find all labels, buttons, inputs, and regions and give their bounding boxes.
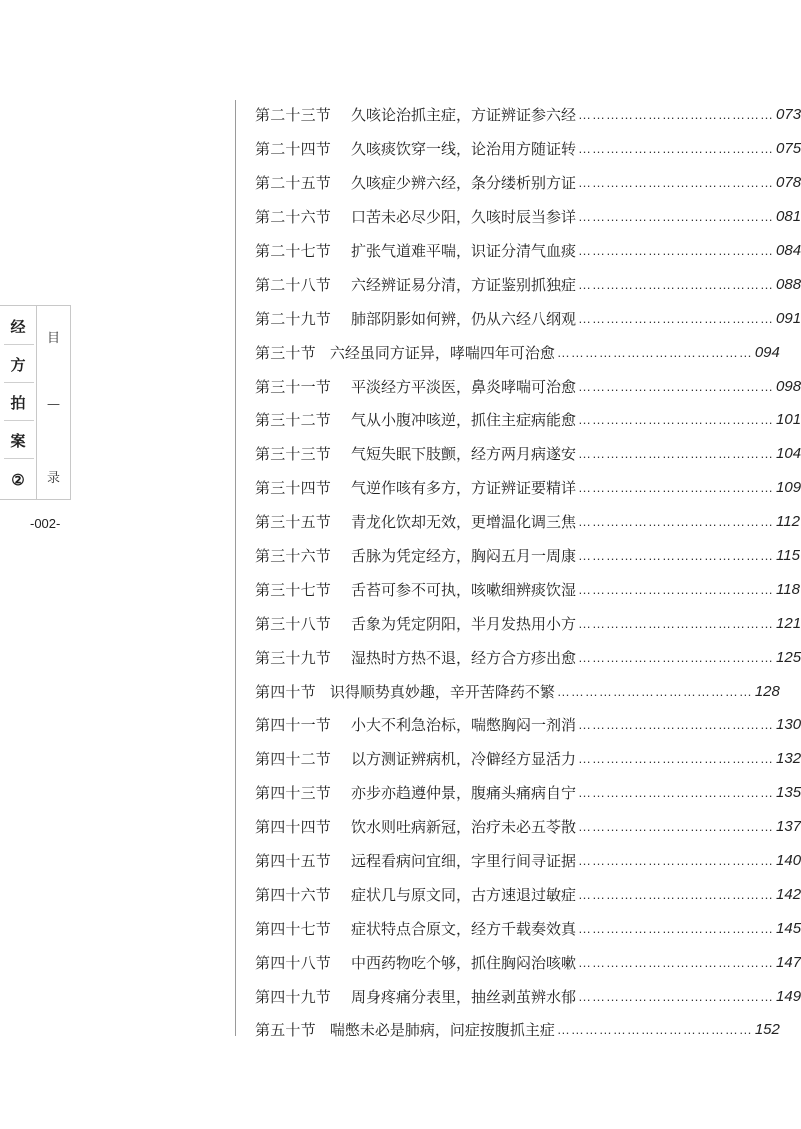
toc-leader-dots: …………………………………… — [578, 446, 775, 462]
toc-entry[interactable] — [255, 979, 801, 1013]
toc-entry-title: 饮水则吐病新冠，治疗未必五苓散 — [351, 818, 577, 837]
divider — [0, 499, 71, 500]
toc-section-number: 第四十三节 — [255, 784, 332, 803]
toc-entry[interactable] — [255, 572, 800, 606]
toc-page-number: 078 — [776, 174, 801, 192]
divider — [70, 305, 71, 499]
toc-leader-dots: …………………………………… — [578, 751, 775, 767]
toc-page-number: 137 — [776, 818, 801, 836]
toc-section-number: 第三十一节 — [255, 377, 332, 396]
toc-page-number: 135 — [776, 784, 801, 802]
toc-section-number: 第三十六节 — [255, 547, 332, 566]
toc-entry-title: 喘憋未必是肺病，问症按腹抓主症 — [329, 1021, 555, 1040]
toc-page-number: 149 — [776, 987, 801, 1005]
toc-entry[interactable] — [255, 267, 801, 301]
toc-entry-title: 久咳痰饮穿一线，论治用方随证转 — [351, 140, 577, 159]
toc-entry[interactable] — [255, 911, 801, 945]
toc-page-number: 142 — [776, 885, 801, 903]
toc-entry[interactable] — [255, 98, 801, 132]
book-title-char: 案 — [10, 432, 26, 450]
toc-entry-title: 久咳论治抓主症，方证辨证参六经 — [351, 106, 577, 125]
toc-section-number: 第四十五节 — [255, 852, 332, 871]
toc-section-number: 第四十九节 — [255, 987, 332, 1006]
toc-section-number: 第四十七节 — [255, 919, 332, 938]
toc-entry[interactable] — [255, 403, 801, 437]
toc-leader-dots: …………………………………… — [578, 581, 775, 597]
toc-section-number: 第三十节 — [255, 343, 316, 362]
toc-page-number: 075 — [776, 140, 801, 158]
toc-entry-title: 六经辨证易分清，方证鉴别抓独症 — [351, 275, 577, 294]
toc-section-number: 第三十八节 — [255, 614, 332, 633]
toc-entry-title: 口苦未必尽少阳，久咳时辰当参详 — [351, 208, 577, 227]
toc-page-number: 094 — [754, 343, 780, 361]
toc-entry-title: 症状特点合原文，经方千载奏效真 — [351, 919, 577, 938]
toc-entry[interactable] — [255, 1013, 780, 1047]
toc-entry[interactable] — [255, 877, 801, 911]
toc-page-number: 147 — [776, 953, 801, 971]
toc-entry[interactable] — [255, 369, 801, 403]
toc-leader-dots: …………………………………… — [578, 378, 775, 394]
toc-section-number: 第三十五节 — [255, 513, 332, 532]
toc-leader-dots: …………………………………… — [556, 1022, 753, 1038]
toc-section-number: 第二十八节 — [255, 275, 332, 294]
toc-entry[interactable] — [255, 132, 801, 166]
toc-entry-title: 久咳症少辨六经，条分缕析别方证 — [351, 174, 577, 193]
toc-entry-title: 症状几与原文同，古方速退过敏症 — [351, 885, 577, 904]
toc-page-number: 130 — [776, 716, 801, 734]
toc-entry[interactable] — [255, 640, 801, 674]
toc-section-number: 第二十九节 — [255, 309, 332, 328]
toc-entry-title: 远程看病问宜细，字里行间寻证据 — [351, 852, 577, 871]
toc-page-number: 101 — [776, 411, 801, 429]
toc-leader-dots: …………………………………… — [578, 920, 775, 936]
toc-page-number: 088 — [776, 275, 801, 293]
toc-entry[interactable] — [255, 234, 801, 268]
toc-section-number: 第三十四节 — [255, 479, 332, 498]
toc-left-rule — [235, 100, 236, 1036]
section-label-vertical — [37, 305, 70, 499]
toc-entry[interactable] — [255, 301, 801, 335]
toc-page-number: 145 — [776, 919, 801, 937]
section-label-char: 目 — [46, 331, 60, 346]
toc-page-number: 104 — [776, 445, 801, 463]
toc-section-number: 第四十六节 — [255, 885, 332, 904]
toc-page-number: 128 — [754, 682, 780, 700]
toc-entry-title: 舌脉为凭定经方，胸闷五月一周康 — [351, 547, 577, 566]
toc-entry[interactable] — [255, 776, 801, 810]
toc-entry-title: 中西药物吃个够，抓住胸闷治咳嗽 — [351, 953, 577, 972]
toc-entry[interactable] — [255, 708, 801, 742]
book-side-label — [0, 305, 71, 499]
toc-entry-title: 舌象为凭定阴阳，半月发热用小方 — [351, 614, 577, 633]
toc-page-number: 112 — [776, 513, 800, 531]
toc-section-number: 第四十四节 — [255, 818, 332, 837]
toc-section-number: 第二十四节 — [255, 140, 332, 159]
toc-entry[interactable] — [255, 945, 801, 979]
toc-entry-title: 扩张气道难平喘，识证分清气血痰 — [351, 242, 577, 260]
toc-section-number: 第二十三节 — [255, 106, 332, 125]
toc-page-number: 115 — [776, 547, 800, 565]
toc-section-number: 第三十二节 — [255, 411, 332, 430]
toc-section-number: 第二十七节 — [255, 242, 332, 260]
toc-entry[interactable] — [255, 471, 801, 505]
toc-leader-dots: …………………………………… — [578, 412, 775, 428]
toc-leader-dots: …………………………………… — [556, 683, 753, 699]
toc-page-number: 132 — [776, 750, 801, 768]
toc-leader-dots: …………………………………… — [578, 954, 775, 970]
toc-section-number: 第二十五节 — [255, 174, 332, 193]
divider — [4, 382, 34, 383]
toc-entry-title: 青龙化饮却无效，更增温化调三焦 — [351, 513, 577, 532]
divider — [4, 458, 34, 459]
toc-entry[interactable] — [255, 742, 801, 776]
book-title-char: 经 — [10, 318, 26, 336]
divider — [4, 420, 34, 421]
toc-section-number: 第五十节 — [255, 1021, 316, 1040]
volume-number: ② — [11, 471, 25, 489]
toc-section-number: 第三十三节 — [255, 445, 332, 464]
toc-entry[interactable] — [255, 539, 800, 573]
toc-page-number: 118 — [776, 580, 800, 598]
toc-entry-title: 气从小腹冲咳逆，抓住主症病能愈 — [351, 411, 577, 430]
toc-entry[interactable] — [255, 674, 780, 708]
toc-leader-dots: …………………………………… — [578, 209, 775, 225]
toc-section-number: 第四十八节 — [255, 953, 332, 972]
toc-leader-dots: …………………………………… — [578, 717, 775, 733]
toc-entry-title: 气逆作咳有多方，方证辨证要精详 — [351, 479, 577, 498]
toc-page-number: 140 — [776, 852, 801, 870]
toc-leader-dots: …………………………………… — [578, 819, 775, 835]
toc-entry[interactable] — [255, 844, 801, 878]
toc-entry-title: 识得顺势真妙趣，辛开苦降药不繁 — [329, 682, 555, 701]
toc-entry-title: 平淡经方平淡医，鼻炎哮喘可治愈 — [351, 377, 577, 396]
toc-entry-title: 小大不利急治标，喘憋胸闷一剂消 — [351, 716, 577, 735]
table-of-contents — [255, 98, 801, 1047]
toc-page-number: 109 — [776, 479, 801, 497]
toc-page-number: 081 — [776, 208, 801, 226]
divider — [4, 344, 34, 345]
toc-leader-dots: …………………………………… — [556, 344, 753, 360]
toc-leader-dots: …………………………………… — [578, 107, 775, 123]
toc-entry-title: 亦步亦趋遵仲景，腹痛头痛病自宁 — [351, 784, 577, 803]
toc-leader-dots: …………………………………… — [578, 615, 775, 631]
toc-entry-title: 舌苔可参不可执，咳嗽细辨痰饮湿 — [351, 580, 577, 599]
toc-leader-dots: …………………………………… — [578, 276, 775, 292]
toc-page-number: 152 — [754, 1021, 780, 1039]
toc-entry-title: 以方测证辨病机，冷僻经方显活力 — [351, 750, 577, 769]
toc-entry[interactable] — [255, 505, 800, 539]
toc-section-number: 第三十七节 — [255, 580, 332, 599]
toc-leader-dots: …………………………………… — [578, 141, 775, 157]
toc-leader-dots: …………………………………… — [578, 243, 775, 258]
toc-section-number: 第三十九节 — [255, 648, 332, 667]
toc-leader-dots: …………………………………… — [578, 785, 775, 801]
section-label-char: 录 — [46, 471, 60, 486]
toc-page-number: 121 — [776, 614, 801, 632]
toc-entry[interactable] — [255, 166, 801, 200]
toc-entry[interactable] — [255, 606, 801, 640]
toc-leader-dots: …………………………………… — [578, 310, 775, 326]
toc-entry-title: 肺部阴影如何辨，仍从六经八纲观 — [351, 309, 577, 328]
page-number: -002- — [30, 516, 61, 531]
toc-page-number: 091 — [776, 309, 801, 327]
book-title-vertical — [0, 305, 36, 499]
toc-leader-dots: …………………………………… — [578, 480, 775, 496]
toc-page-number: 073 — [776, 106, 801, 124]
section-label-char: — — [47, 397, 60, 412]
toc-page-number: 098 — [776, 377, 801, 395]
toc-entry[interactable] — [255, 437, 801, 471]
book-title-char: 方 — [10, 356, 26, 374]
toc-entry-title: 湿热时方热不退，经方合方疹出愈 — [351, 648, 577, 667]
toc-leader-dots: …………………………………… — [578, 853, 775, 869]
book-title-char: 拍 — [10, 394, 26, 412]
toc-leader-dots: …………………………………… — [578, 548, 775, 564]
toc-section-number: 第四十二节 — [255, 750, 332, 769]
toc-entry-title: 周身疼痛分表里，抽丝剥茧辨水郁 — [351, 987, 577, 1006]
toc-section-number: 第四十节 — [255, 682, 316, 701]
toc-page-number: 084 — [776, 242, 801, 259]
toc-entry[interactable] — [255, 335, 780, 369]
toc-section-number: 第四十一节 — [255, 716, 332, 735]
toc-leader-dots: …………………………………… — [578, 886, 775, 902]
toc-entry[interactable] — [255, 200, 801, 234]
toc-leader-dots: …………………………………… — [578, 649, 775, 665]
toc-entry-title: 气短失眠下肢颤，经方两月病遂安 — [351, 445, 577, 464]
toc-entry[interactable] — [255, 810, 801, 844]
toc-leader-dots: …………………………………… — [578, 514, 775, 530]
toc-leader-dots: …………………………………… — [578, 988, 775, 1004]
toc-leader-dots: …………………………………… — [578, 175, 775, 191]
toc-section-number: 第二十六节 — [255, 208, 332, 227]
toc-entry-title: 六经虽同方证异，哮喘四年可治愈 — [329, 343, 555, 362]
toc-page-number: 125 — [776, 648, 801, 666]
